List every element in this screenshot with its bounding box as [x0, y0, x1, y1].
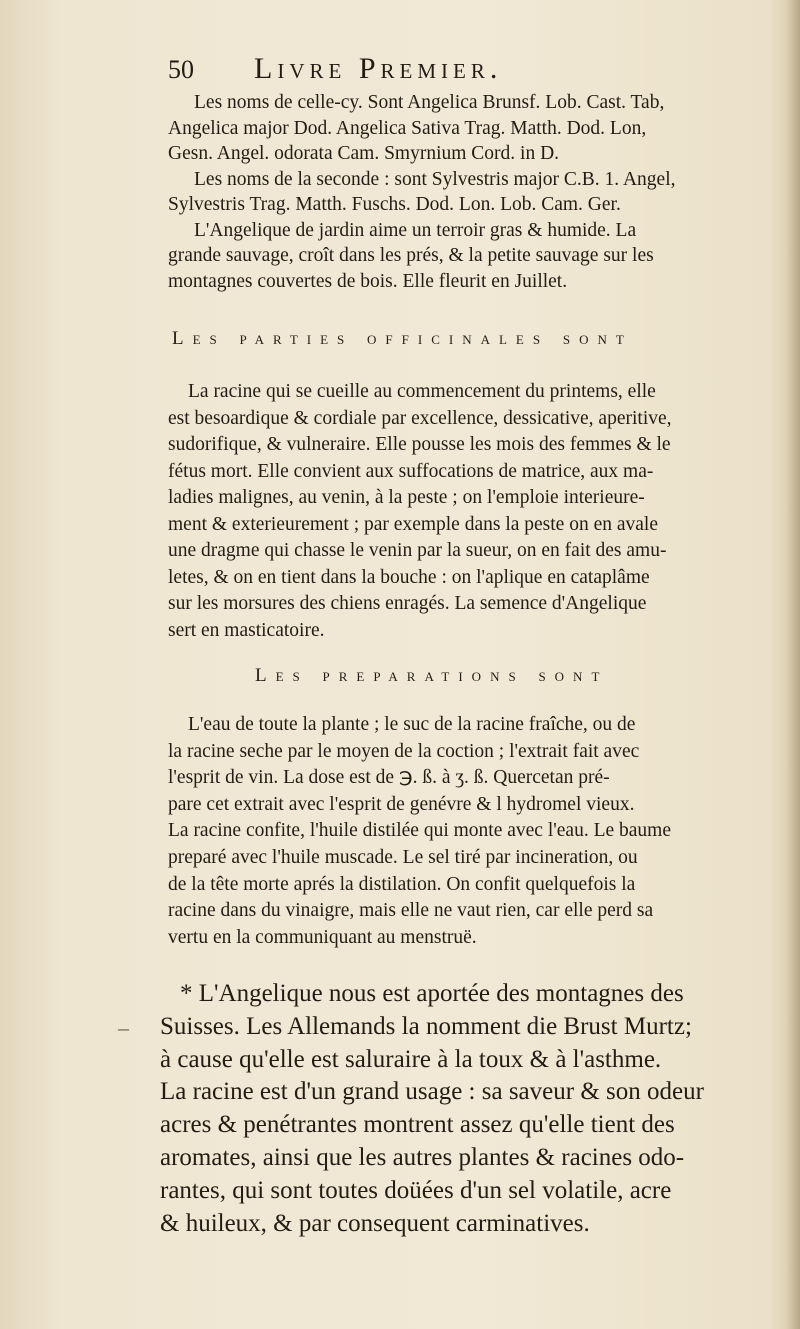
text-line: fétus mort. Elle convient aux suffocations de matrice, aux ma- [168, 460, 654, 482]
text-line: La racine confite, l'huile distilée qui monte avec l'eau. Le baume [168, 820, 671, 842]
text-line: Angelica major Dod. Angelica Sativa Trag. Matth. Dod. Lon, [168, 117, 647, 139]
paragraph-names [168, 90, 798, 294]
text-line: L'Angelique de jardin aime un terroir gras & humide. La [194, 219, 637, 241]
text-line: La racine est d'un grand usage : sa saveur & son odeur [160, 1078, 704, 1106]
text-line: aromates, ainsi que les autres plantes & racines odo- [160, 1143, 685, 1171]
text-line: & huileux, & par consequent carminatives. [160, 1209, 590, 1237]
text-line: vertu en la communiquant au menstruë. [168, 926, 477, 948]
text-line: sudorifique, & vulneraire. Elle pousse les mois des femmes & le [168, 434, 671, 455]
text-line: letes, & on en tient dans la bouche : on l'aplique en cataplâme [168, 566, 650, 588]
text-line: * L'Angelique nous est aportée des montagnes des [180, 980, 684, 1007]
text-line: grande sauvage, croît dans les prés, & la petite sauvage sur les [168, 245, 654, 266]
text-line: montagnes couvertes de bois. Elle fleurit en Juillet. [168, 270, 568, 292]
paragraph-parties [168, 379, 798, 644]
running-header [168, 52, 798, 92]
paragraph-note [160, 978, 790, 1240]
paragraph-preparations [168, 712, 798, 951]
text-line: est besoardique & cordiale par excellence, dessicative, aperitive, [168, 407, 672, 429]
text-line: Gesn. Angel. odorata Cam. Smyrnium Cord. in D. [168, 143, 560, 164]
text-line: racine dans du vinaigre, mais elle ne vaut rien, car elle perd sa [168, 900, 654, 922]
text-line: à cause qu'elle est saluraire à la toux & à l'asthme. [160, 1045, 662, 1073]
page-number: 50 [168, 55, 194, 84]
running-title: Livre Premier. [254, 52, 503, 85]
text-line: la racine seche par le moyen de la coction ; l'extrait fait avec [168, 740, 640, 762]
text-line: sur les morsures des chiens enragés. La semence d'Angelique [168, 593, 647, 614]
section-heading-parties: Les parties officinales sont [172, 328, 633, 349]
text-line: l'esprit de vin. La dose est de ℈. ß. à ʒ. ß. Quercetan pré- [168, 767, 610, 789]
text-line: preparé avec l'huile muscade. Le sel tiré par incineration, ou [168, 846, 638, 868]
text-line: acres & penétrantes montrent assez qu'elle tient des [160, 1111, 675, 1139]
text-line: pare cet extrait avec l'esprit de genévre & l hydromel vieux. [168, 793, 635, 815]
text-line: Suisses. Les Allemands la nomment die Brust Murtz; [160, 1012, 692, 1040]
text-line: La racine qui se cueille au commencement du printems, elle [188, 381, 656, 402]
text-line: rantes, qui sont toutes doüées d'un sel volatile, acre [160, 1176, 672, 1204]
text-line: sert en masticatoire. [168, 619, 325, 641]
text-line: une dragme qui chasse le venin par la sueur, on en fait des amu- [168, 540, 667, 561]
section-heading-preparations: Les preparations sont [255, 665, 609, 686]
text-line: ment & exterieurement ; par exemple dans la peste on en avale [168, 513, 659, 535]
text-line: de la tête morte aprés la distilation. On confit quelquefois la [168, 873, 636, 895]
text-line: L'eau de toute la plante ; le suc de la racine fraîche, ou de [188, 714, 636, 735]
margin-dash-mark: – [118, 1015, 129, 1040]
text-line: Les noms de celle-cy. Sont Angelica Brunsf. Lob. Cast. Tab, [194, 92, 665, 113]
text-line: Sylvestris Trag. Matth. Fuschs. Dod. Lon. Lob. Cam. Ger. [168, 194, 621, 215]
text-line: Les noms de la seconde : sont Sylvestris major C.B. 1. Angel, [194, 168, 676, 190]
text-line: ladies malignes, au venin, à la peste ; on l'emploie interieure- [168, 487, 645, 508]
